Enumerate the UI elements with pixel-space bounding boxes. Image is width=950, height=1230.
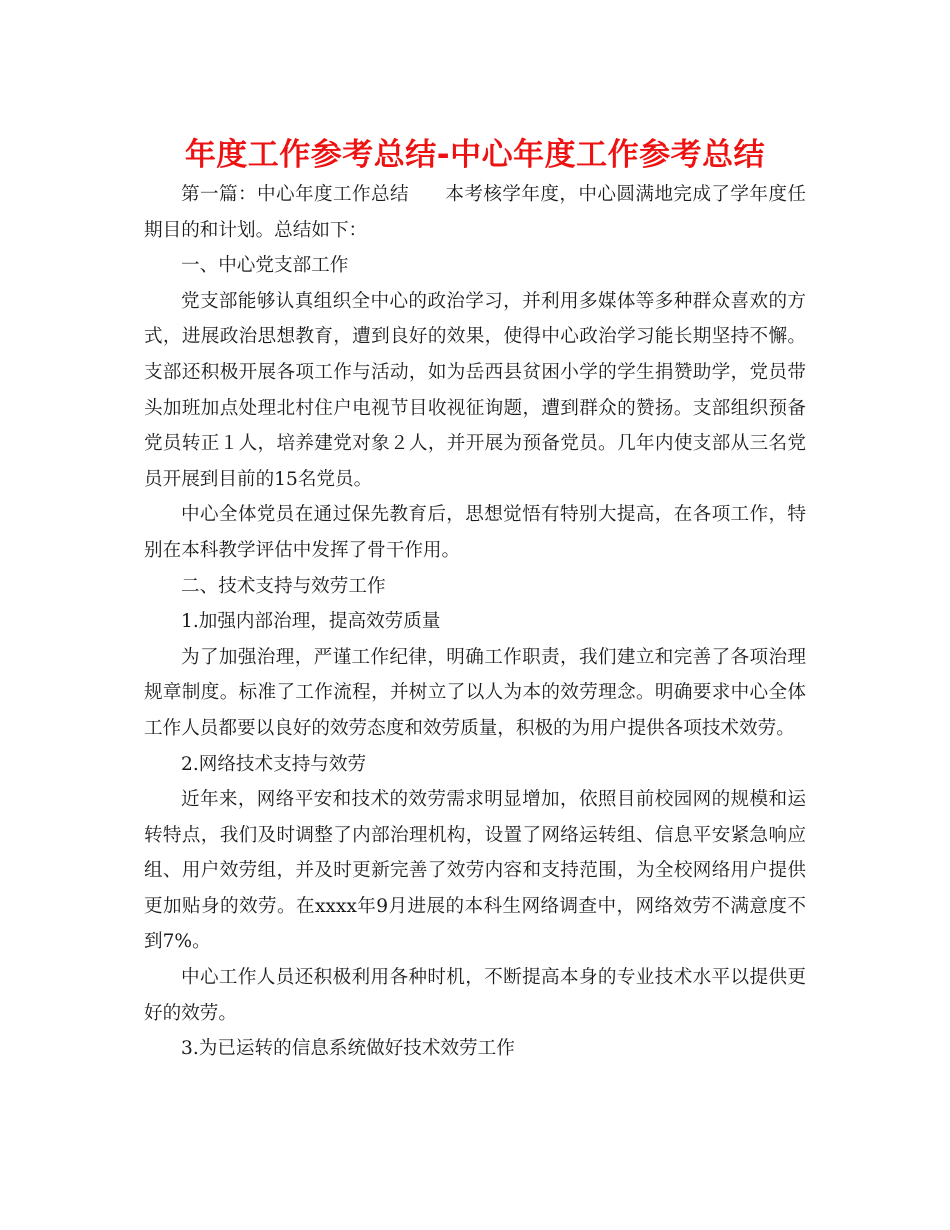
paragraph-staff-skills: 中心工作人员还积极利用各种时机，不断提高本身的专业技术水平以提供更好的效劳。 xyxy=(144,967,806,1024)
paragraph-network-support: 近年来，网络平安和技术的效劳需求明显增加，依照目前校园网的规模和运转特点，我们及时调整了内部治理机构，设置了网络运转组、信息平安紧急响应组、用户效劳组，并及时更新完善了效劳内容和支持范围，为全校网络用户提供更加贴身的效劳。在xxxx年9月进展的本科生网络调查中，网络效劳不满意度不到7%。 xyxy=(144,789,806,953)
lead-text: 本考核学年度，中心圆满地完成了学年度任期目的和计划。总结如下： xyxy=(144,184,806,241)
subheading-internal-management: 1.加强内部治理，提高效劳质量 xyxy=(181,611,441,633)
document-body xyxy=(144,177,806,1067)
lead-heading: 第一篇：中心年度工作总结 xyxy=(181,184,409,205)
subheading-network-support: 2.网络技术支持与效劳 xyxy=(181,753,367,775)
section-heading-party-branch: 一、中心党支部工作 xyxy=(181,255,349,277)
section-heading-tech-support: 二、技术支持与效劳工作 xyxy=(181,575,386,597)
paragraph-internal-management: 为了加强治理，严谨工作纪律，明确工作职责，我们建立和完善了各项治理规章制度。标准了工作流程，并树立了以人为本的效劳理念。明确要求中心全体工作人员都要以良好的效劳态度和效劳质量，积极的为用户提供各项技术效劳。 xyxy=(144,646,806,739)
paragraph-party-members: 中心全体党员在通过保先教育后，思想觉悟有特别大提高，在各项工作，特别在本科教学评估中发挥了骨干作用。 xyxy=(144,504,806,561)
subheading-info-systems: 3.为已运转的信息系统做好技术效劳工作 xyxy=(181,1038,515,1060)
paragraph-party-activities: 党支部能够认真组织全中心的政治学习，并利用多媒体等多种群众喜欢的方式，进展政治思想教育，遭到良好的效果，使得中心政治学习能长期坚持不懈。支部还积极开展各项工作与活动，如为岳西县贫困小学的学生捐赞助学，党员带头加班加点处理北村住户电视节目收视征询题，遭到群众的赞扬。支部组织预备党员转正１人，培养建党对象２人，并开展为预备党员。几年内使支部从三名党员开展到目前的15名党员。 xyxy=(144,290,806,490)
document-title: 年度工作参考总结-中心年度工作参考总结 xyxy=(184,137,766,173)
lead-paragraph xyxy=(144,177,806,248)
